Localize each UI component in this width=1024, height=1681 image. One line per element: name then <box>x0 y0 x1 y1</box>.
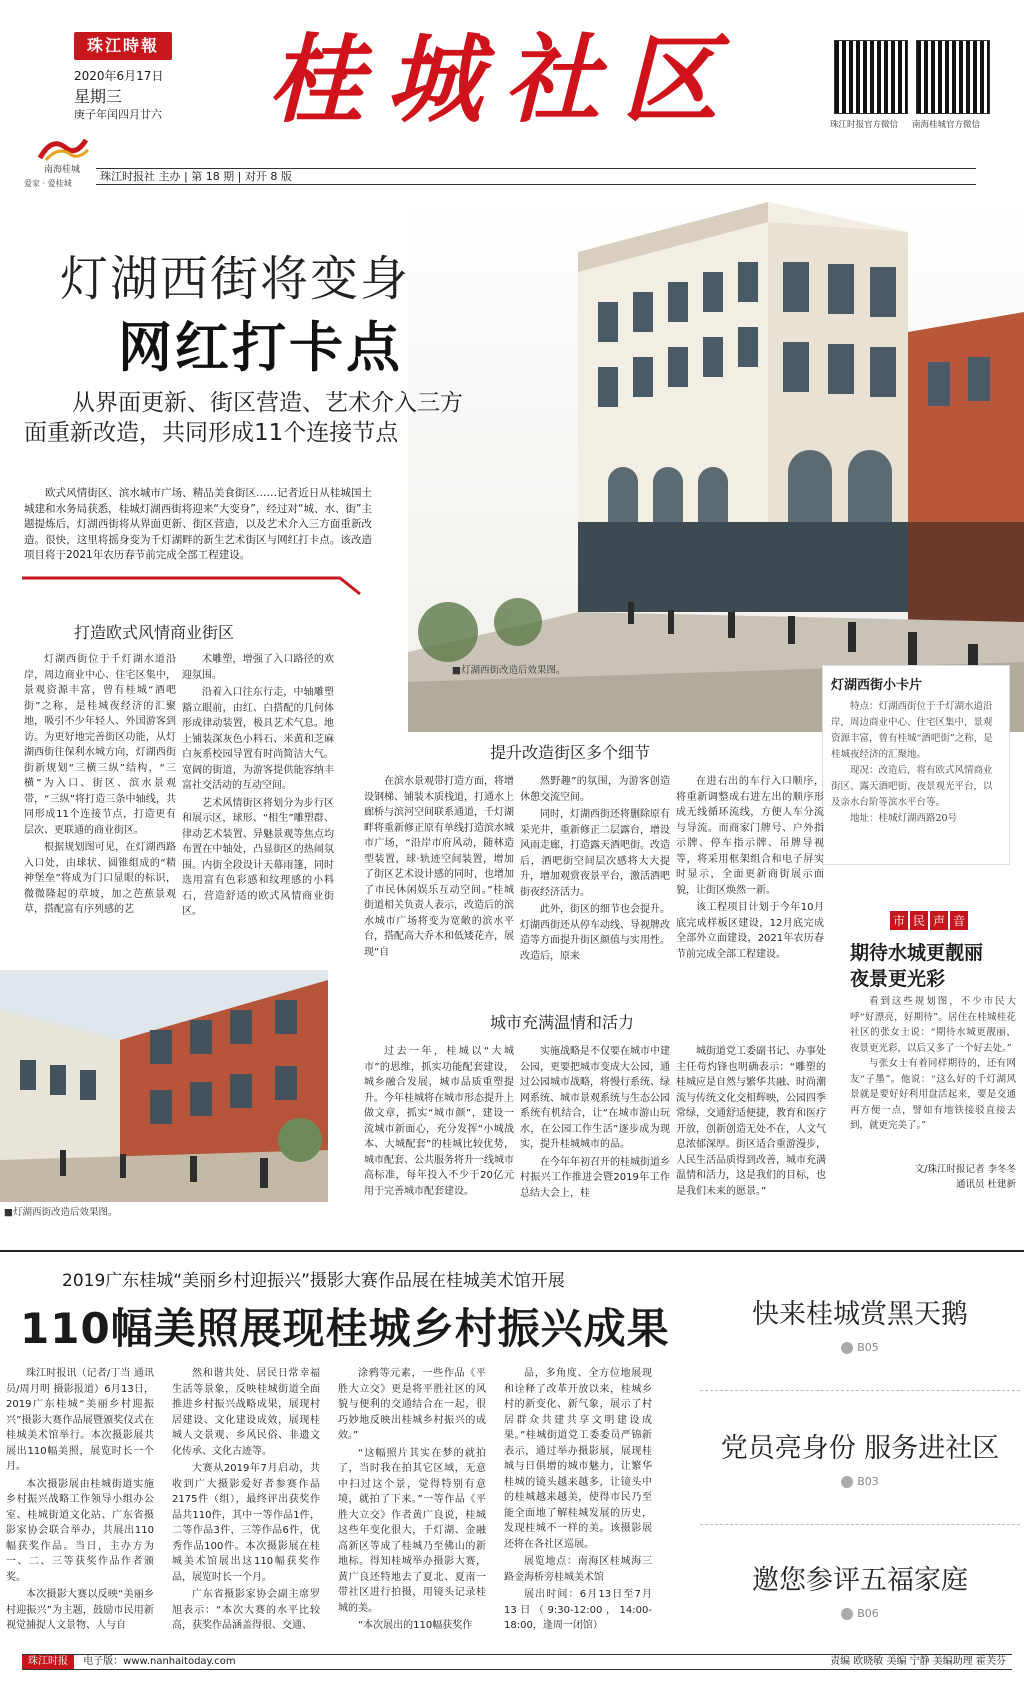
issue-info-bar: 珠江时报社 主办 | 第 18 期 | 对开 8 版 <box>96 168 976 185</box>
qr-label: 南海桂城官方微信 <box>912 120 981 130</box>
section-title: 城市充满温情和活力 <box>490 1013 635 1032</box>
section-title: 打造欧式风情商业街区 <box>74 623 235 642</box>
issue-date: 2020年6月17日 <box>74 69 164 83</box>
voice-title: 期待水城更靓丽 夜景更光彩 <box>850 942 984 990</box>
page-ref-icon <box>841 1342 853 1354</box>
story2-headline: 110幅美照展现桂城乡村振兴成果 <box>20 1304 670 1353</box>
story1-subheadline: 面重新改造，共同形成11个连接节点 <box>24 420 399 446</box>
story1-column-2: 术雕塑，增强了入口路径的欢迎氛围。 沿着入口往东行走，中轴雕塑豁立眼前，由红、白搭配的几何体形成律动装置，极具艺术气息。地上铺装深灰色小料石、米黄和芝麻白灰系校园导置有时尚简洁大气。宽阔的街道，为游客提供能容纳丰富社交活动的互动空间。 艺术风情街区将划分为步行区和展示区，球形、“相生”雕塑群、律动艺术装置、异魅景观等焦点均布置在中轴处，凸显街区的热闹氛围。内街全段设计天幕雨篷，同时选用富有色彩感和纹理感的小料石，营造舒适的欧式风情商业街区。 <box>182 654 334 917</box>
info-card <box>822 665 1010 865</box>
story1-column-3: 在滨水景观带打造方面，将增设钢梯、铺装木质栈道，打通水上廊桥与滨河空间联系通道，千灯湖畔将重新修正原有单线打造滨水城市广场，“沿岸市府风动，随林造型装置，球·轨迹空间装置，增加了街区艺术设计感的同时，也增加了市民休闲娱乐互动空间。”桂城街道相关负责人表示，改造后的滨水城市广场将变为宽敞的滨水平台，搭配高大乔木和低矮花卉，展现“自 <box>364 776 514 958</box>
street-rendering-image <box>408 192 1024 732</box>
sidebar-item[interactable]: 快来桂城赏黑天鹅 B05 <box>752 1299 968 1354</box>
story1-headline-top: 灯湖西街将变身 <box>60 251 411 307</box>
footer-tag: 珠江时报 <box>22 1655 74 1669</box>
voice-body: 看到这些规划图，不少市民大呼“好漂亮，好期待”。居住在桂城桂花社区的张女士说：“期待水城更靓丽，夜景更光彩，以后又多了一个好去处。” 与张女士有着同样期待的，还有网友“子墨”。他说：“这么好的千灯湖风景就是要好好利用盘活起来，要是交通再方便一点，譬如有地铁接驳直接去到，就更完美了。” <box>850 996 1016 1131</box>
sidebar-item[interactable]: 党员亮身份 服务进社区 B03 <box>720 1433 1000 1488</box>
qr-code-icon <box>834 40 908 114</box>
footer-credits: 责编 欧晓敏 美编 宁静 美编助理 霍芙芬 <box>830 1656 1006 1667</box>
story1-column-5: 在进右出的车行入口顺序，将重新调整成右进左出的顺序形成无线循环流线，方便人车分流与导流。而商家门牌号、户外指示牌、停车指示牌、吊牌导视等，将采用框架组合和电子屏实时显示，全面更新商街展示面貌，让街区焕然一新。 该工程项目计划于今年10月底完成样板区建设，12月底完成全部外立面建设，2021年农历春节前完成全部工程建设。 <box>676 776 824 960</box>
nanhai-slogan: 爱家 · 爱桂城 <box>24 179 72 188</box>
page-ref-icon <box>841 1476 853 1488</box>
sidebar-item[interactable]: 邀您参评五福家庭 B06 <box>752 1565 968 1620</box>
image-caption: ■灯湖西街改造后效果图。 <box>4 1207 118 1218</box>
story2-column-2: 然和谐共处、居民日常幸福生活等景象，反映桂城街道全面推进乡村振兴战略成果，展现村居建设、文化建设成效，展现桂城人文景观、乡风民俗、非遗文化传承、文化古迹等。 大赛从2019年7月启动，共收到广大摄影爱好者参赛作品2175件（组），最终评出获奖作品共110件，其中一等作品1件，二等作品3件，三等作品6件，优秀作品100件。本次摄影展在桂城美术馆展出这110幅获奖作品，展览时长一个月。 广东省摄影家协会副主席罗旭表示：“本次大赛的水平比较高，获奖作品涵盖得很、交通、 <box>172 1368 320 1631</box>
section-title: 提升改造街区多个细节 <box>490 743 651 762</box>
footer-bar <box>22 1654 1012 1670</box>
street-rendering-image <box>0 970 328 1202</box>
story2-column-3: 涂鸦等元素，一些作品《平胜大立交》更是将平胜社区的风貌与便利的交通结合在一起，很巧妙地反映出桂城乡村振兴的成效。” “这幅照片其实在梦的就拍了，当时我在拍其它区域，无意中扫过这个景，觉得特别有意境，就拍了下来。”一等作品《平胜大立交》作者黄广良说，桂城这些年变化很大，千灯湖、金融高新区等成了桂城乃至佛山的新地标。得知桂城举办摄影大赛，黄广良还特地去了夏北、夏南一带社区进行拍摄，用镜头记录桂城的美。 “本次展出的110幅获奖作 <box>338 1368 486 1631</box>
sidebar-divider <box>700 1390 1020 1391</box>
nanhai-logo-text: 南海桂城 <box>44 165 81 175</box>
newspaper-logo: 珠江時報 <box>74 32 172 60</box>
qr-code-icon <box>916 40 990 114</box>
story2-kicker: 2019广东桂城“美丽乡村迎振兴”摄影大赛作品展在桂城美术馆开展 <box>62 1271 565 1291</box>
story1-column-4: 然野趣”的氛围，为游客创造休憩交流空间。 同时，灯湖西街还将删除原有采光井，重新修正二层露台，增设风雨走廊，打造露天酒吧街。改造后，酒吧街空间层次感将大大提升，增加观赏夜景平台，激活酒吧街夜经济活力。 此外，街区的细节也会提升。灯湖西街还从停车动线、导视牌改造等方面提升街区颜值与实用性。改造后，原来 <box>520 776 670 962</box>
story2-column-4: 品，多角度、全方位地展现和诠释了改革开放以来，桂城乡村的新变化、新气象，展示了村居群众共建共享文明建设成果。”桂城街道党工委委员严锦新表示，通过举办摄影展，展现桂城与日俱增的城市魅力，让繁华桂城的镜头越来越多，让镜头中的桂城越来越美，使得市民乃至能全面地了解桂城发展的历史，发现桂城不一样的美。该摄影展还将在各社区巡展。 展览地点：南海区桂城海三路金海桥旁桂城美术馆 展出时间：6月13日至7月13日（9:30-12:00，14:00-18:00，逢周一闭馆） <box>504 1368 652 1631</box>
image-caption: ■灯湖西街改造后效果图。 <box>452 665 566 676</box>
issue-weekday: 星期三 <box>74 87 123 106</box>
story1-lead: 欧式风情街区、滨水城市广场、精品美食街区……记者近日从桂城国土城建和水务局获悉，桂城灯湖西街将迎来“大变身”，经过对“城、水、街”主题提炼后，灯湖西街将从界面更新、街区营造，以及艺术介入三方面重新改造。很快，这里将摇身变为千灯湖畔的新生艺术街区与网红打卡点。该改造项目将于2021年农历春节前完成全部工程建设。 <box>24 487 372 561</box>
card-title: 灯湖西街小卡片 <box>831 678 923 693</box>
byline: 文/珠江时报记者 李冬冬 通讯员 杜建新 <box>914 1164 1016 1190</box>
masthead-title: 桂城社区 <box>268 23 740 136</box>
story1-column-7: 实施战略是不仅要在城市中建公园，更要把城市变成大公园，通过公园城市战略，将慢行系统、绿网系统、城市景观系统与生态公园系统有机结合，让“在城市游山玩水，在公园工作生活”逐步成为现实，提升桂城城市的品。 在今年年初召开的桂城街道乡村振兴工作推进会暨2019年工作总结大会上，桂 <box>520 1046 670 1199</box>
voice-tag: 市 民 声 音 <box>890 910 970 930</box>
sidebar-divider <box>700 1524 1020 1525</box>
nanhai-logo-icon <box>36 134 90 164</box>
story1-column-8: 城街道党工委副书记、办事处主任苟灼锋也明确表示：“雕塑的桂城应是自然与繁华共融、时尚潮流与传统文化交相辉映，公园四季常绿，交通舒适便捷，教育和医疗开放，创新创造无处不在，人文气息浓郁深厚。街区适合重游漫步，人民生活品质得到改善，城市充满温情和活力，这是我们的目标，也是我们未来的愿景。” <box>676 1046 826 1197</box>
page-ref-icon <box>841 1608 853 1620</box>
lunar-date: 庚子年闰四月廿六 <box>74 108 162 121</box>
story1-column-6: 过去一年，桂城以“大城市”的思维，抓实功能配套建设，城乡融合发展，城市品质重塑提升。今年桂城将在城市形态提升上做文章，抓实“城市颜”，建设一流城市新面心，充分发挥“小城战本、大城配套”的桂城比较优势，城市配套、公共服务将升一线城市高标准，每年投入不少于20亿元用于完善城市配套建设。 <box>364 1046 514 1197</box>
section-divider <box>0 1250 1024 1252</box>
card-body: 特点：灯湖西街位于千灯湖水道沿岸，周边商业中心、住宅区集中，景观资源丰富，曾有桂城“酒吧街”之称，是桂城夜经济的汇聚地。 现况：改造后，将有欧式风情商业街区、露天酒吧街、夜景观光平台，以及亲水台阶等滨水平台等。 地址：桂城灯湖西路20号 <box>831 701 993 824</box>
lead-underline-icon <box>20 572 370 602</box>
story1-subheadline: 从界面更新、街区营造、艺术介入三方 <box>72 390 463 416</box>
story1-headline-main: 网红打卡点 <box>118 316 403 379</box>
qr-label: 珠江时报官方微信 <box>830 120 899 130</box>
footer-url[interactable]: 电子版：www.nanhaitoday.com <box>83 1656 236 1667</box>
story2-column-1: 珠江时报讯（记者/丁当 通讯员/周月明 摄影报道）6月13日，2019广东桂城“美丽乡村迎振兴”摄影大赛作品展暨颁奖仪式在桂城美术馆举行。本次摄影展共展出110幅美照，展览时长一个月。 本次摄影展由桂城街道实施乡村振兴战略工作领导小组办公室、桂城街道文化站、广东省摄影家协会联合举办，共展出110幅获奖作品。当日，主办方为一、二、三等获奖作品作者颁奖。 本次摄影大赛以反映“美丽乡村迎振兴”为主题，鼓励市民用新视觉捕捉人文景物、人与自 <box>6 1368 154 1631</box>
story1-column-1: 灯湖西街位于千灯湖水道沿岸，周边商业中心、住宅区集中，景观资源丰富，曾有桂城“酒吧街”之称，是桂城夜经济的汇聚地，吸引不少年轻人、外国游客到访。为更好地完善街区功能，从灯湖西街往保利水城方向，灯湖西街街新规划“三横三纵”结构，“三横”为入口、街区、滨水景观带，“三纵”将打造三条中轴线，共同形成11个连接节点，打造更有层次、更联通的商业街区。 根据规划图可见，在灯湖西路入口处，由球状、圆锥组成的“精神堡垒”将成为门口显眼的标识，微微隆起的草坡，加之芭蕉景观草，搭配富有序列感的艺 <box>24 654 176 915</box>
